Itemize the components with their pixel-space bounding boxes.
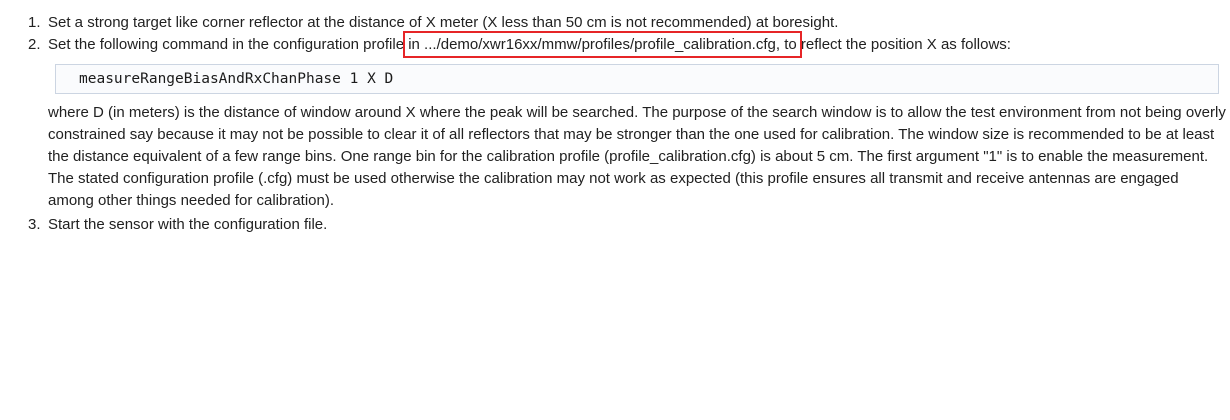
list-item-3-text: Start the sensor with the configuration file. xyxy=(48,216,328,233)
code-block xyxy=(55,64,1219,94)
list-item-1-text: Set a strong target like corner reflector at the distance of X meter (X less than 50 cm is not recommended) at boresight. xyxy=(48,14,839,31)
code-command: measureRangeBiasAndRxChanPhase 1 X D xyxy=(79,71,394,87)
list-item-2-text-after: reflect the position X as follows: xyxy=(800,36,1011,53)
list-item-3 xyxy=(0,214,1230,236)
red-annotation-box: in .../demo/xwr16xx/mmw/profiles/profile_calibration.cfg, to xyxy=(408,36,797,53)
list-item-2-text-before: Set the following command in the configuration profile xyxy=(48,36,405,53)
list-item-3-number: 3. xyxy=(28,216,41,233)
explanation-paragraph: where D (in meters) is the distance of window around X where the peak will be searched. The purpose of the search window is to allow the test environment from not being overly constrained say because it may not be possible to clear it of all reflectors that may be stronger than the one used for calibration. The window size is recommended to be at least the distance equivalent of a few range bins. One range bin for the calibration profile (profile_calibration.cfg) is about 5 cm. The first argument "1" is to enable the measurement. The stated configuration profile (.cfg) must be used otherwise the calibration may not work as expected (this profile ensures all transmit and receive antennas are engaged among other things needed for calibration). xyxy=(48,104,1226,209)
list-item-2-text xyxy=(48,34,1226,56)
list-item-1 xyxy=(0,12,1230,34)
list-item-2 xyxy=(0,34,1230,214)
list-item-1-number: 1. xyxy=(28,14,41,31)
list-item-2-number: 2. xyxy=(28,36,41,53)
